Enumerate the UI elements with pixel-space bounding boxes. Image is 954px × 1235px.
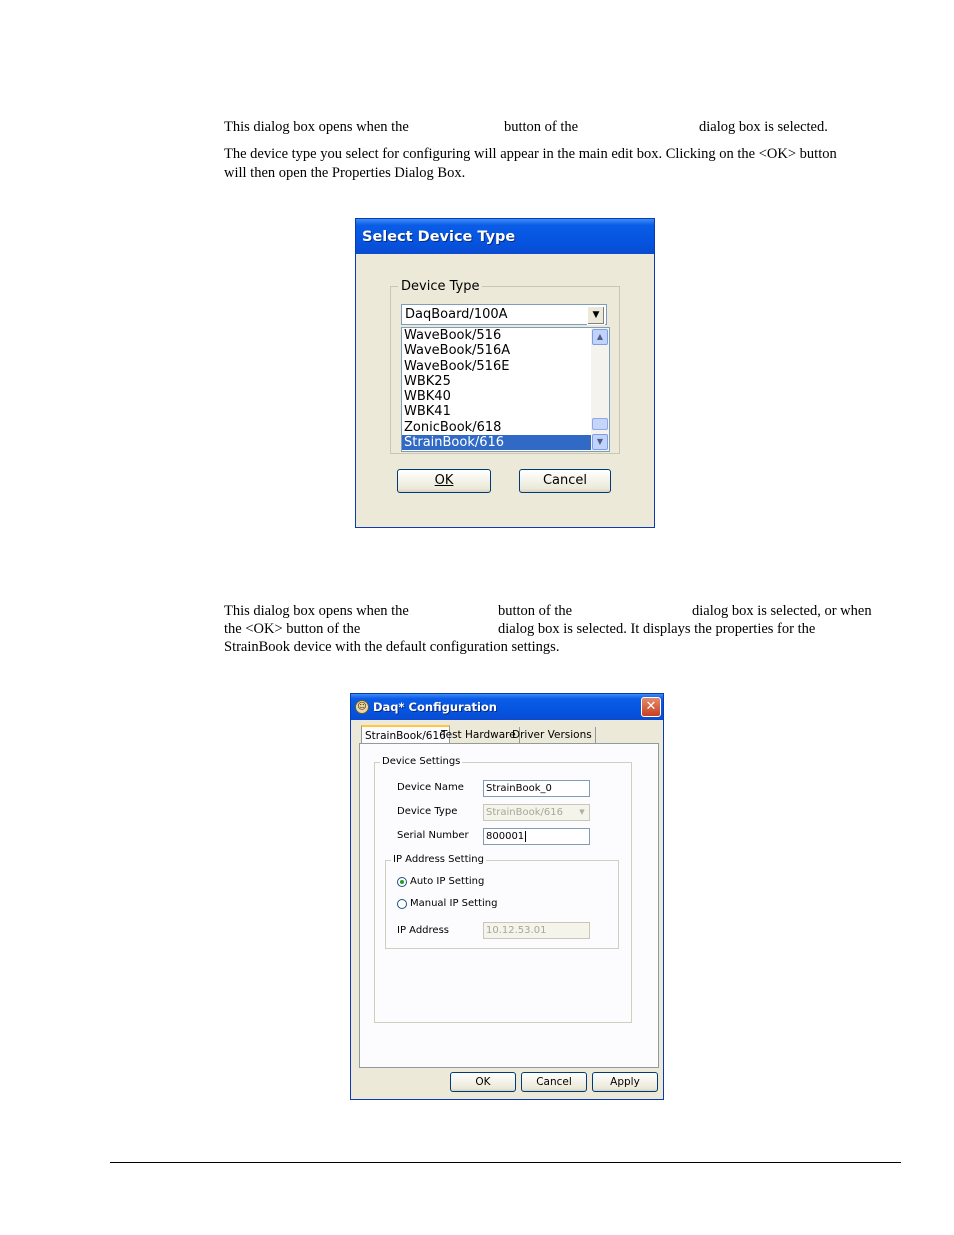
serial-number-field[interactable] [483,828,590,845]
description-line-2: will then open the Properties Dialog Box. [224,165,466,181]
dialog-titlebar [351,694,663,720]
properties-text-3: StrainBook device with the default configuration settings. [224,639,560,655]
vertical-scrollbar[interactable] [591,328,609,451]
properties-text-1a: This dialog box opens when the [224,603,409,619]
list-item[interactable]: WBK41 [404,404,451,420]
manual-ip-radio[interactable] [397,899,407,909]
properties-text-1b: button of the [498,603,573,619]
list-item-selected[interactable]: StrainBook/616 [402,435,591,450]
device-type-label: Device Type [397,806,458,817]
tab-strainbook[interactable]: StrainBook/616 [361,725,450,745]
device-name-field[interactable]: StrainBook_0 [483,780,590,797]
device-settings-label: Device Settings [382,756,461,767]
cancel-button[interactable] [519,469,611,493]
tab-driver-versions[interactable]: Driver Versions [509,727,596,744]
scroll-up-icon[interactable]: ▲ [592,329,608,345]
device-type-listbox[interactable] [401,327,610,452]
cancel-button-label: Cancel [542,473,588,488]
dialog-title: Select Device Type [356,219,654,254]
scrollbar-thumb[interactable] [592,418,608,430]
list-item[interactable]: ZonicBook/618 [404,419,502,435]
ip-address-setting-label: IP Address Setting [393,854,484,865]
properties-text-2a: the <OK> button of the [224,621,361,637]
device-type-dropdown [483,804,590,821]
ip-address-field: 10.12.53.01 [483,922,590,939]
ok-button[interactable]: OK [450,1072,516,1092]
auto-ip-label[interactable]: Auto IP Setting [410,876,485,887]
ok-button[interactable] [397,469,491,493]
list-item[interactable]: WaveBook/516A [404,343,511,359]
list-item[interactable]: WaveBook/516E [404,358,510,374]
intro-text-start: This dialog box opens when the [224,119,409,135]
list-item[interactable]: WaveBook/516 [404,328,502,343]
description-line-1: The device type you select for configuring will appear in the main edit box. Clicking on the <OK> button [224,146,837,162]
chevron-down-icon[interactable]: ▼ [587,306,605,325]
intro-text-end: dialog box is selected. [699,119,828,135]
serial-number-value: 800001 [486,831,525,842]
cancel-button[interactable]: Cancel [521,1072,587,1092]
intro-text-middle: button of the [504,119,579,135]
properties-text-1c: dialog box is selected, or when [692,603,872,619]
chevron-down-icon: ▼ [579,808,585,816]
device-type-combobox[interactable] [401,304,607,325]
device-type-group-label: Device Type [398,279,482,294]
properties-text-2b: dialog box is selected. It displays the properties for the [498,621,816,637]
list-item[interactable]: WBK25 [404,373,451,389]
manual-ip-label[interactable]: Manual IP Setting [410,898,498,909]
auto-ip-radio[interactable] [397,877,407,887]
scroll-down-icon[interactable]: ▼ [592,434,608,450]
close-icon[interactable]: ✕ [641,697,661,717]
serial-number-label: Serial Number [397,830,469,841]
text-cursor [525,831,526,842]
app-icon: ☺ [355,700,369,714]
ok-button-label: OK [434,473,454,488]
dialog-title: Daq* Configuration [373,700,497,714]
tab-test-hardware[interactable]: Test Hardware [438,727,520,744]
device-type-value: StrainBook/616 [486,807,563,818]
ip-address-label: IP Address [397,925,449,936]
combobox-value: DaqBoard/100A [405,307,508,322]
apply-button[interactable]: Apply [592,1072,658,1092]
footer-divider [110,1162,901,1163]
list-item[interactable]: WBK40 [404,389,451,405]
device-name-label: Device Name [397,782,464,793]
daq-configuration-dialog [350,693,664,1100]
select-device-type-dialog [355,218,655,528]
